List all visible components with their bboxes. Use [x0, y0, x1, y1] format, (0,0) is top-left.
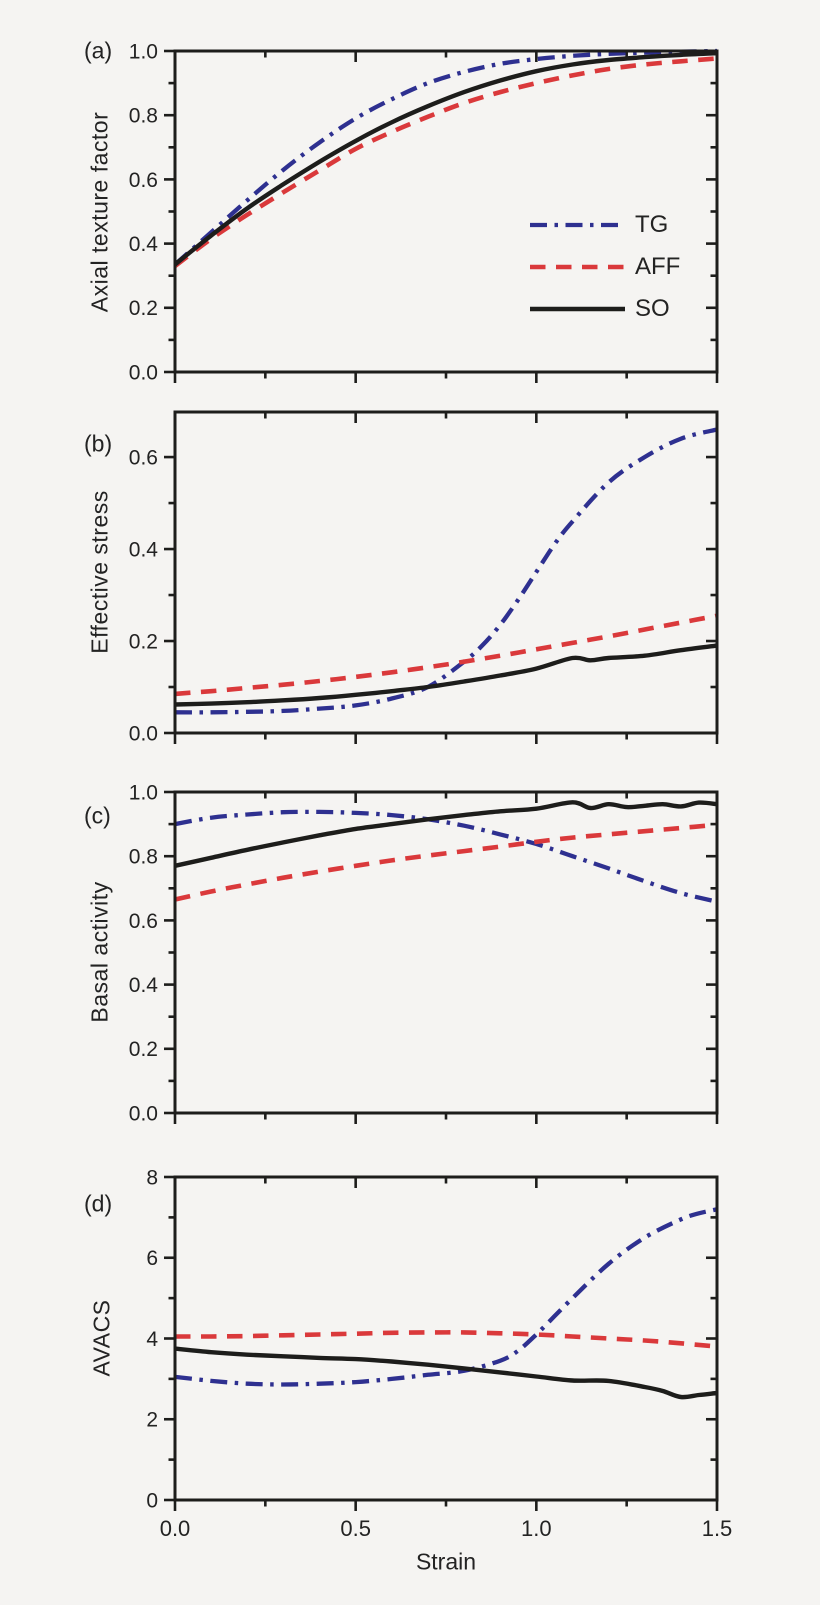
panel-d-plot — [146, 1166, 732, 1541]
y-axis-title-d: AVACS — [88, 1299, 115, 1377]
panel-letter-a: (a) — [84, 37, 113, 64]
panel-letter-b: (b) — [84, 430, 113, 457]
panel-d-series-tg-curve — [175, 1209, 717, 1384]
legend-label-tg: TG — [635, 211, 669, 238]
panel-c-ytick-label: 0.2 — [128, 1038, 158, 1062]
legend-swatch-so-line — [529, 304, 626, 314]
panel-d-frame — [175, 1177, 717, 1500]
legend-label-aff: AFF — [635, 253, 681, 280]
panel-a-ytick-label: 0.0 — [128, 361, 158, 385]
y-axis-title-a: Axial texture factor — [86, 111, 113, 313]
panel-a-ytick-label: 0.8 — [128, 104, 158, 128]
panel-c-ytick-label: 1.0 — [128, 781, 158, 805]
panel-letter-d: (d) — [84, 1190, 113, 1217]
legend — [529, 204, 680, 330]
x-tick-label: 0.5 — [340, 1516, 371, 1541]
panel-b-ytick-label: 0.0 — [128, 722, 158, 746]
panel-d-ytick-label: 2 — [146, 1408, 158, 1432]
x-tick-label: 1.5 — [701, 1516, 733, 1541]
panel-c-ytick-label: 0.4 — [128, 973, 158, 997]
x-tick-label: 1.0 — [521, 1516, 552, 1541]
panel-c-plot — [129, 781, 717, 1125]
x-tick-label: 0.0 — [159, 1516, 191, 1541]
panel-a-ytick-label: 0.2 — [128, 297, 158, 321]
panel-c-series-aff-curve — [175, 825, 717, 900]
legend-item-aff — [529, 246, 680, 288]
legend-label-so: SO — [635, 295, 670, 322]
panel-a-ytick-label: 1.0 — [128, 40, 158, 64]
panel-a-ytick-label: 0.4 — [128, 232, 158, 256]
legend-swatch-aff-line — [529, 262, 626, 272]
panel-b-ytick-label: 0.4 — [128, 538, 158, 562]
panel-a-ytick-label: 0.6 — [128, 168, 158, 192]
panel-letter-c: (c) — [84, 802, 111, 829]
panel-d-ytick-label: 8 — [146, 1166, 158, 1190]
panel-d-series-aff-curve — [175, 1332, 717, 1346]
legend-swatch-tg-line — [529, 220, 626, 230]
panel-c-ytick-label: 0.6 — [128, 909, 158, 933]
legend-item-so — [529, 288, 680, 330]
panel-b-ytick-label: 0.6 — [128, 446, 158, 470]
panel-b-series-tg-curve — [175, 430, 717, 713]
legend-item-tg — [529, 204, 680, 246]
panel-d-series-so-curve — [175, 1349, 717, 1398]
x-axis-title: Strain — [415, 1548, 477, 1575]
panel-c-ytick-label: 0.0 — [128, 1102, 158, 1126]
y-axis-title-b: Effective stress — [86, 490, 113, 654]
panel-d-ytick-label: 0 — [146, 1489, 158, 1513]
panel-d-ytick-label: 6 — [146, 1247, 158, 1271]
panel-c-ytick-label: 0.8 — [128, 845, 158, 869]
panel-c-frame — [175, 792, 717, 1113]
panel-c-series-tg-curve — [175, 812, 717, 902]
panel-b-series-so-curve — [175, 646, 717, 705]
panel-b-ytick-label: 0.2 — [128, 630, 158, 654]
panel-b-plot — [129, 412, 717, 745]
y-axis-title-c: Basal activity — [86, 881, 113, 1023]
panel-d-ytick-label: 4 — [146, 1327, 158, 1351]
